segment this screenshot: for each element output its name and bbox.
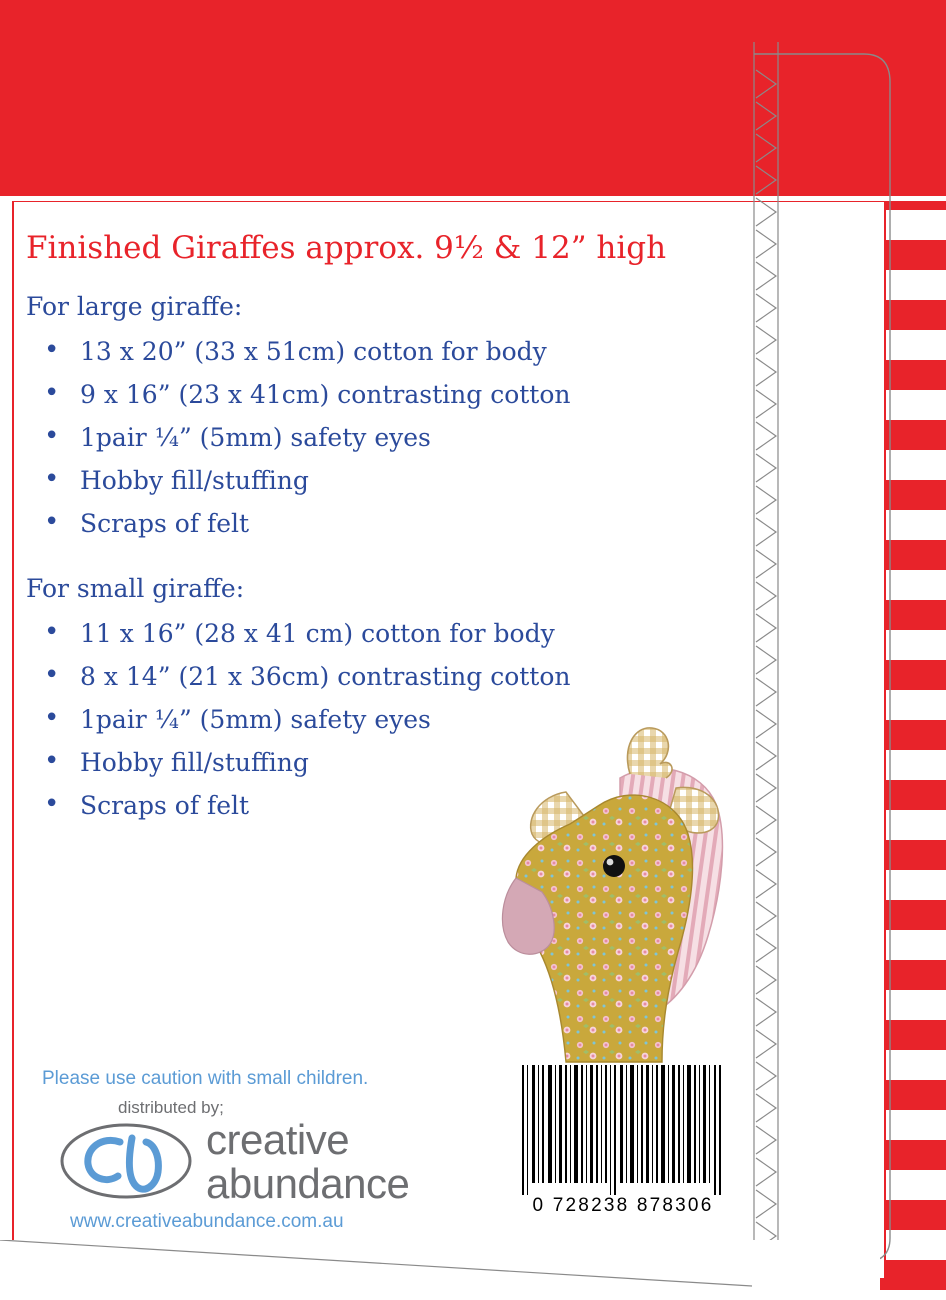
brand-word-creative: creative <box>206 1116 350 1163</box>
list-item: • 11 x 16” (28 x 41 cm) cotton for body <box>36 619 746 648</box>
distributor-logo <box>58 1098 478 1233</box>
ca-monogram-icon <box>58 1116 200 1206</box>
giraffe-product-photo <box>470 700 760 1090</box>
list-item: • Scraps of felt <box>36 509 746 538</box>
list-item: • Hobby fill/stuffing <box>36 466 746 495</box>
list-item: • Hobby fill/stuffing <box>36 748 746 777</box>
header-underline <box>0 196 946 201</box>
distributed-by-label: distributed by; <box>118 1098 224 1117</box>
list-item: • 1pair ¼” (5mm) safety eyes <box>36 705 746 734</box>
section-gap <box>26 552 746 574</box>
caution-note: Please use caution with small children. <box>42 1068 369 1089</box>
list-item: • 9 x 16” (23 x 41cm) contrasting cotton <box>36 380 746 409</box>
top-corner-cut <box>740 0 946 70</box>
bottom-corner-cut <box>0 1240 946 1300</box>
brand-url[interactable]: www.creativeabundance.com.au <box>70 1211 344 1232</box>
barcode <box>520 1065 726 1235</box>
finished-size-note: Finished Giraffes approx. 9½ & 12” high <box>26 230 667 266</box>
list-item: • 13 x 20” (33 x 51cm) cotton for body <box>36 337 746 366</box>
brand-word-abundance: abundance <box>206 1160 410 1207</box>
small-giraffe-label: For small giraffe: <box>26 574 245 603</box>
large-giraffe-label: For large giraffe: <box>26 292 243 321</box>
list-item: • Scraps of felt <box>36 791 746 820</box>
barcode-number: 0 728238 878306 <box>532 1195 714 1216</box>
list-item: • 1pair ¼” (5mm) safety eyes <box>36 423 746 452</box>
list-item: • 8 x 14” (21 x 36cm) contrasting cotton <box>36 662 746 691</box>
large-giraffe-materials-list <box>36 337 746 538</box>
barcode-bars-icon <box>520 1065 726 1195</box>
